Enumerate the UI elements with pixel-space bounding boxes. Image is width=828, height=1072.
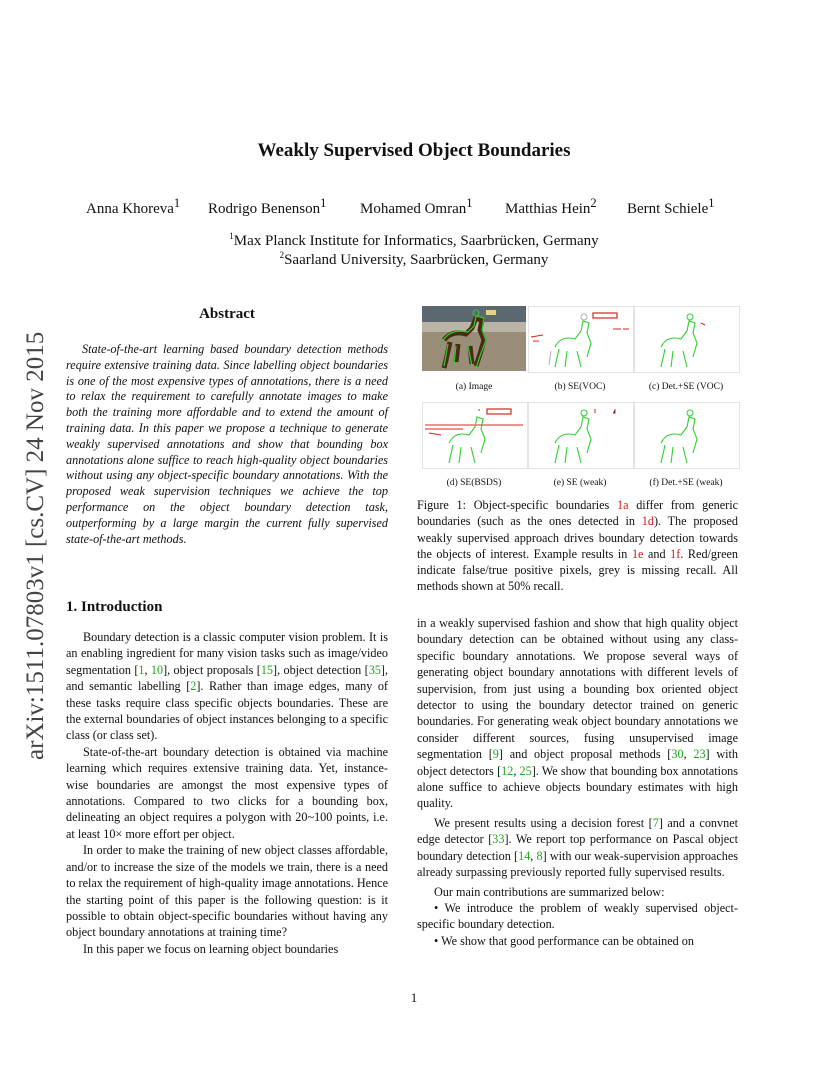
subcaption-c: (c) Det.+SE (VOC) xyxy=(648,382,724,392)
intro-right-column xyxy=(417,615,738,949)
abstract-heading: Abstract xyxy=(199,306,255,322)
figure-panel-det-se-voc xyxy=(634,306,740,373)
citation-link[interactable]: 35 xyxy=(368,662,381,677)
subcaption-d: (d) SE(BSDS) xyxy=(446,478,502,488)
subcaption-f: (f) Det.+SE (weak) xyxy=(649,478,723,488)
figure-panel-se-voc xyxy=(528,306,634,373)
citation-link[interactable]: 15 xyxy=(260,662,274,677)
subcaption-e: (e) SE (weak) xyxy=(553,478,607,488)
intro-left-column xyxy=(66,629,388,957)
affiliation-2: $^2$Saarland University, Saarbrücken, Germany xyxy=(279,250,549,268)
citation-link[interactable]: 14 xyxy=(518,848,531,863)
section-heading-introduction: 1. Introduction xyxy=(66,599,163,615)
citation-link[interactable]: 8 xyxy=(536,848,543,863)
author-5: Bernt Schiele$^1$ xyxy=(627,196,715,217)
page-number: 1 xyxy=(410,990,418,1005)
intro-paragraph-1: Boundary detection is a classic computer vision problem. It is an enabling ingredient for many vision tasks such as image/video segmentation [1, 10], object proposals [15], object detection [35], and semantic labelling [2]. Rather than image edges, many of these tasks require class specific objects boundaries. These are the external boundaries of object instances belonging to a specific class (or class set). xyxy=(66,630,388,743)
intro-paragraph-3: In order to make the training of new object classes affordable, and/or to increase the size of the models we train, there is a need to relax the requirement of high-quality image annotations. Hence the starting point of this paper is the following question: is it possible to obtain object-specific boundaries without having any object boundary annotations at training time? xyxy=(66,843,388,940)
arxiv-stamp: arXiv:1511.07803v1 [cs.CV] 24 Nov 2015 xyxy=(22,331,49,760)
subcaption-a: (a) Image xyxy=(455,382,493,392)
citation-link[interactable]: 1 xyxy=(138,662,145,677)
citation-link[interactable]: 9 xyxy=(492,747,499,762)
figure-ref-link[interactable]: 1f xyxy=(670,546,681,561)
figure-panel-image xyxy=(422,306,526,371)
paper-title: Weakly Supervised Object Boundaries xyxy=(257,140,571,161)
figure-ref-link[interactable]: 1e xyxy=(631,546,644,561)
citation-link[interactable]: 25 xyxy=(519,763,532,778)
abstract-text: State-of-the-art learning based boundary detection methods require extensive training data. Since labelling object boundaries is one of the most expensive types of annotations, there is a need to relax the requirement to carefully annotate images to make both the training more affordable and to extend the amount of training data. In this paper we propose a technique to generate weakly supervised annotations and show that bounding box annotations alone suffice to reach high-quality object boundaries without using any object-specific boundary annotations. With the proposed weak supervision techniques we achieve the top performance on the object boundary detection task, outperforming by a large margin the current fully supervised state-of-the-art methods. xyxy=(66,342,388,546)
affiliation-1: $^1$Max Planck Institute for Informatics, Saarbrücken, Germany xyxy=(229,231,599,249)
figure-panel-se-weak xyxy=(528,402,634,469)
citation-link[interactable]: 10 xyxy=(150,662,164,677)
author-4: Matthias Hein$^2$ xyxy=(505,196,597,217)
intro-paragraph-4-continued: in a weakly supervised fashion and show that high quality object boundary detection can be obtained without using any class-specific boundary annotations. We propose several ways of generating object boundary annotations with different levels of supervision, from just using a bounding box oriented object detector to using the boundary detector trained on generic boundaries. For generating weak object boundary annotations we consider different sources, fusing unsupervised image segmentation [9] and object proposal methods [30, 23] with object detectors [12, 25]. We show that bounding box annotations alone suffice to achieve objects boundary estimates with high quality. xyxy=(417,616,739,811)
intro-paragraph-4: In this paper we focus on learning object boundaries xyxy=(83,941,339,956)
figure-ref-link[interactable]: 1a xyxy=(617,498,629,512)
figure-panel-det-se-weak xyxy=(634,402,740,469)
citation-link[interactable]: 12 xyxy=(501,763,514,778)
intro-paragraph-2: State-of-the-art boundary detection is obtained via machine learning which requires extensive training data. Yet, instance-wise boundaries are amongst the most expensive types of annotations. Compared to two clicks for a bounding box, delineating an object requires a polygon with 20~100 points, i.e. at least 10× more effort per object. xyxy=(66,744,388,841)
citation-link[interactable]: 30 xyxy=(671,747,684,762)
author-2: Rodrigo Benenson$^1$ xyxy=(208,196,327,217)
author-3: Mohamed Omran$^1$ xyxy=(360,196,473,217)
figure-panel-se-bsds xyxy=(422,402,528,469)
figure-1-caption: Figure 1: Object-specific boundaries 1a differ from generic boundaries (such as the ones detected in 1d). The proposed weakly supervised approach drives boundary detection towards the objects of interest. Example results in 1e and 1f. Red/green indicate false/true positive pixels, grey is missing recall. All methods shown at 50% recall. xyxy=(417,498,738,594)
subcaption-b: (b) SE(VOC) xyxy=(554,382,606,392)
citation-link[interactable]: 7 xyxy=(652,815,659,830)
citation-link[interactable]: 23 xyxy=(693,747,706,762)
contributions-intro: Our main contributions are summarized below: xyxy=(434,884,665,899)
contribution-bullet-2: • We show that good performance can be obtained on xyxy=(434,933,694,948)
intro-paragraph-5: We present results using a decision forest [7] and a convnet edge detector [33]. We report top performance on Pascal object boundary detection [14, 8] with our weak-supervision approaches already surpassing previously reported fully supervised results. xyxy=(417,815,739,880)
horse-photo xyxy=(422,306,526,371)
figure-ref-link[interactable]: 1d xyxy=(641,514,654,529)
contribution-bullet-1: • We introduce the problem of weakly supervised object-specific boundary detection. xyxy=(417,900,738,932)
author-1: Anna Khoreva$^1$ xyxy=(86,196,181,217)
citation-link[interactable]: 33 xyxy=(492,832,505,847)
citation-link[interactable]: 2 xyxy=(190,679,197,694)
